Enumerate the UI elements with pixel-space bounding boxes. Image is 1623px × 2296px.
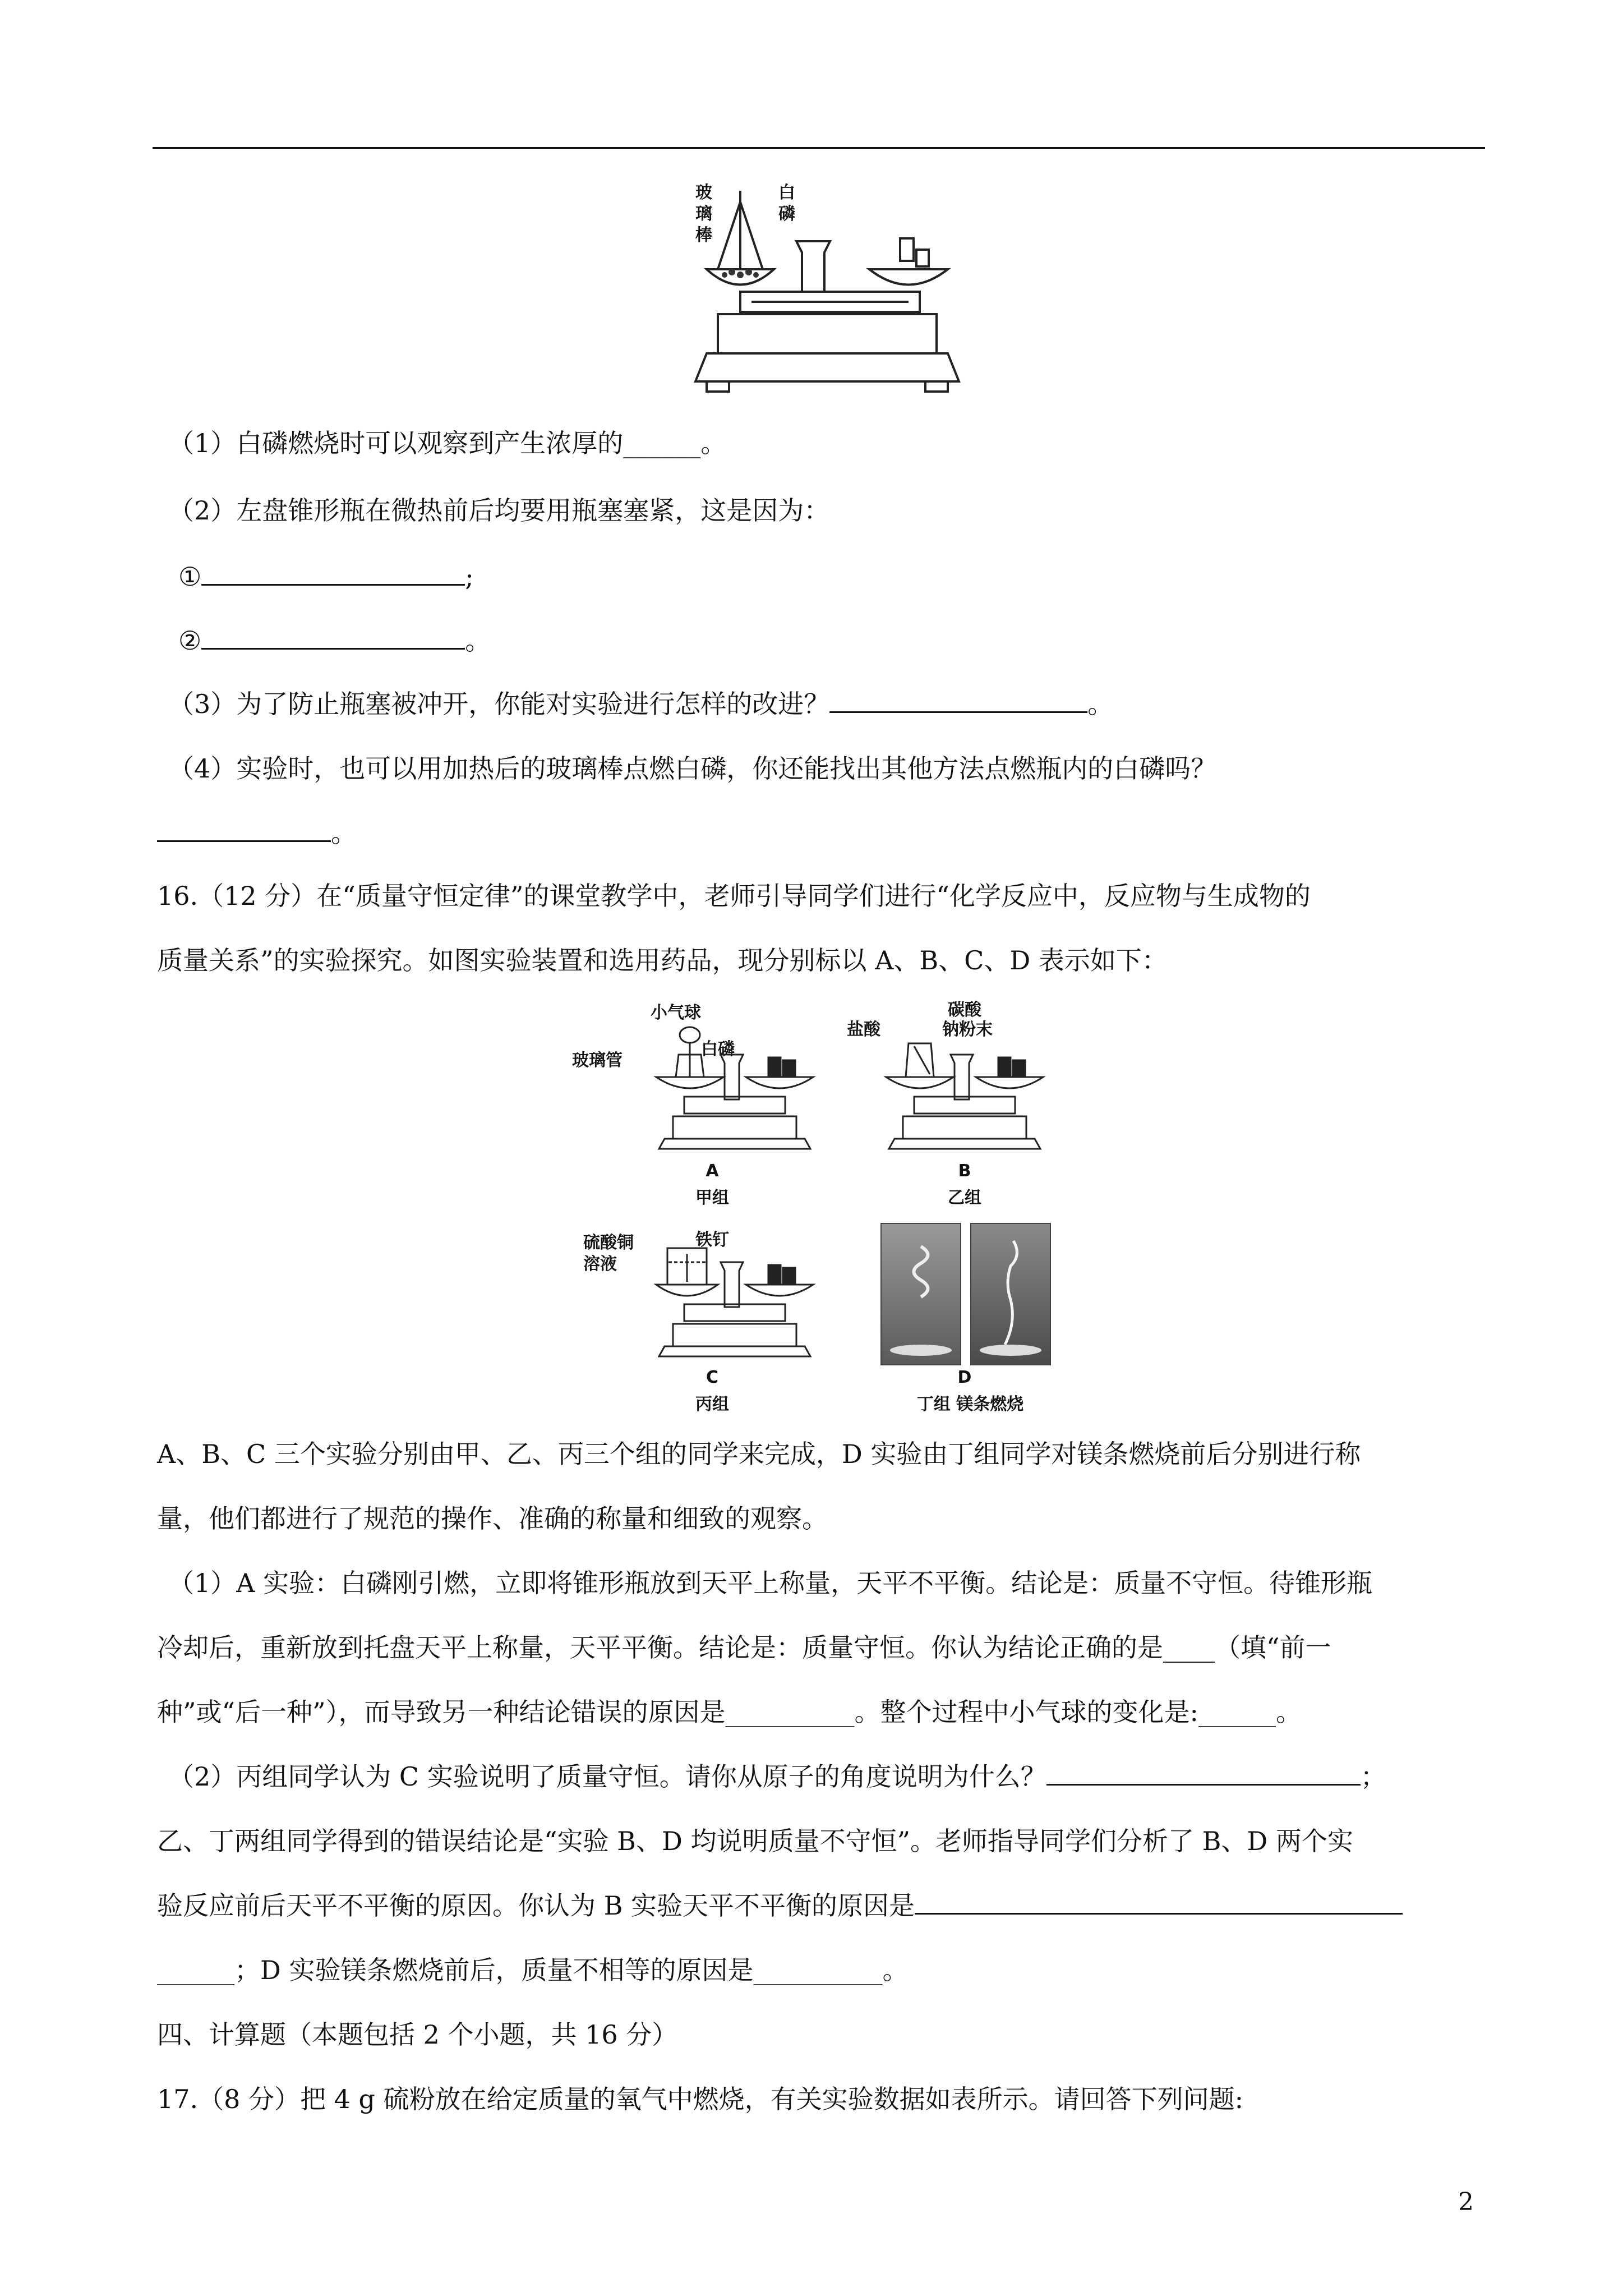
q15-item2-suffix: 。 bbox=[465, 625, 491, 656]
figB-sodium-label-2: 钠粉末 bbox=[942, 1020, 993, 1039]
q15-part4-answer-suffix: 。 bbox=[331, 818, 357, 848]
answer-blank[interactable] bbox=[1046, 1760, 1361, 1786]
figC-nail-label: 铁钉 bbox=[695, 1230, 729, 1250]
balance-drawing-1 bbox=[684, 180, 970, 398]
answer-blank[interactable] bbox=[201, 624, 465, 650]
figC-drawing bbox=[651, 1228, 819, 1358]
q16-a1: （1）A 实验：白磷刚引燃，立即将锥形瓶放到天平上称量，天平不平衡。结论是：质量不守恒。待锥形瓶 bbox=[168, 1568, 1373, 1598]
q17-text: 17.（8 分）把 4 g 硫粉放在给定质量的氧气中燃烧，有关实验数据如表所示。请回答下列问题: bbox=[157, 2084, 1244, 2114]
q16-b2: 乙、丁两组同学得到的错误结论是“实验 B、D 均说明质量不守恒”。老师指导同学们分析了 B、D 两个实 bbox=[157, 1826, 1353, 1856]
q16-b1-prefix: （2）丙组同学认为 C 实验说明了质量守恒。请你从原子的角度说明为什么？ bbox=[168, 1761, 1046, 1792]
q15-item1-prefix: ① bbox=[178, 562, 202, 592]
q15-part3-prefix: （3）为了防止瓶塞被冲开，你能对实验进行怎样的改进？ bbox=[168, 689, 830, 719]
figA-group: 甲组 bbox=[695, 1188, 729, 1208]
figB-group: 乙组 bbox=[948, 1188, 981, 1208]
q16-p1: A、B、C 三个实验分别由甲、乙、丙三个组的同学来完成，D 实验由丁组同学对镁条燃烧前后分别进行称 bbox=[157, 1439, 1361, 1469]
figD-photo-after bbox=[970, 1223, 1051, 1365]
q15-part4-answer bbox=[157, 816, 357, 850]
q16-p2: 量，他们都进行了规范的操作、准确的称量和细致的观察。 bbox=[157, 1503, 828, 1534]
figB-sodium-label-1: 碳酸 bbox=[948, 1000, 981, 1020]
figC-group: 丙组 bbox=[695, 1395, 729, 1414]
q15-part2: （2）左盘锥形瓶在微热前后均要用瓶塞塞紧，这是因为： bbox=[168, 495, 830, 526]
section-4-heading: 四、计算题（本题包括 2 个小题，共 16 分） bbox=[157, 2019, 678, 2050]
figA-letter: A bbox=[706, 1161, 719, 1181]
q15-part3-suffix: 。 bbox=[1087, 689, 1114, 719]
q15-item2 bbox=[178, 624, 491, 657]
experiment-figure-2 bbox=[566, 993, 1060, 1419]
balance-figure-1 bbox=[684, 180, 970, 398]
q15-part3 bbox=[168, 687, 1113, 721]
q16-a3: 种”或“后一种”），而导致另一种结论错误的原因是__________。整个过程中小气球的变化是:______。 bbox=[157, 1697, 1302, 1727]
answer-blank[interactable] bbox=[915, 1889, 1403, 1915]
q15-part1: （1）白磷燃烧时可以观察到产生浓厚的______。 bbox=[168, 428, 727, 458]
q16-b1 bbox=[168, 1760, 1386, 1793]
figC-cuso4-label-2: 溶液 bbox=[583, 1254, 617, 1274]
label-rod-1: 玻 bbox=[695, 183, 712, 203]
figD-photo-before bbox=[880, 1223, 961, 1365]
figB-hcl-label: 盐酸 bbox=[847, 1020, 880, 1039]
q15-item1 bbox=[178, 560, 474, 593]
q15-item1-suffix: ; bbox=[465, 562, 474, 592]
q16-b3 bbox=[157, 1889, 1403, 1922]
figA-drawing bbox=[651, 1021, 819, 1150]
answer-blank[interactable] bbox=[829, 688, 1087, 713]
figB-letter: B bbox=[958, 1161, 971, 1181]
page-number: 2 bbox=[1458, 2188, 1474, 2216]
figA-balloon-label: 小气球 bbox=[651, 1003, 701, 1023]
label-phosphorus-1: 白 bbox=[778, 183, 795, 203]
label-phosphorus-2: 磷 bbox=[778, 204, 795, 224]
q16-a2: 冷却后，重新放到托盘天平上称量，天平平衡。结论是：质量守恒。你认为结论正确的是____（填“前一 bbox=[157, 1632, 1331, 1663]
figA-phosphorus-label: 白磷 bbox=[701, 1039, 735, 1059]
q16-b3-prefix: 验反应前后天平不平衡的原因。你认为 B 实验天平不平衡的原因是 bbox=[157, 1890, 915, 1921]
figA-tube-label: 玻璃管 bbox=[572, 1051, 623, 1070]
q16-line1: 16.（12 分）在“质量守恒定律”的课堂教学中，老师引导同学们进行“化学反应中，反应物与生成物的 bbox=[157, 881, 1311, 911]
figD-group: 丁组 镁条燃烧 bbox=[916, 1395, 1024, 1414]
q16-b4: ______；D 实验镁条燃烧前后，质量不相等的原因是__________。 bbox=[157, 1955, 909, 1985]
answer-blank[interactable] bbox=[157, 817, 331, 842]
label-rod-3: 棒 bbox=[695, 226, 712, 245]
label-rod-2: 璃 bbox=[695, 204, 712, 224]
figD-letter: D bbox=[957, 1368, 972, 1387]
q15-part4: （4）实验时，也可以用加热后的玻璃棒点燃白磷，你还能找出其他方法点燃瓶内的白磷吗？ bbox=[168, 753, 1217, 784]
q15-item2-prefix: ② bbox=[178, 625, 202, 656]
q16-b1-suffix: ； bbox=[1360, 1761, 1386, 1792]
answer-blank[interactable] bbox=[201, 560, 465, 586]
figB-drawing bbox=[880, 1021, 1049, 1150]
header-rule bbox=[153, 147, 1485, 149]
figC-letter: C bbox=[706, 1368, 719, 1387]
q16-line2: 质量关系”的实验探究。如图实验装置和选用药品，现分别标以 A、B、C、D 表示如下： bbox=[157, 945, 1168, 976]
figC-cuso4-label-1: 硫酸铜 bbox=[583, 1233, 634, 1253]
